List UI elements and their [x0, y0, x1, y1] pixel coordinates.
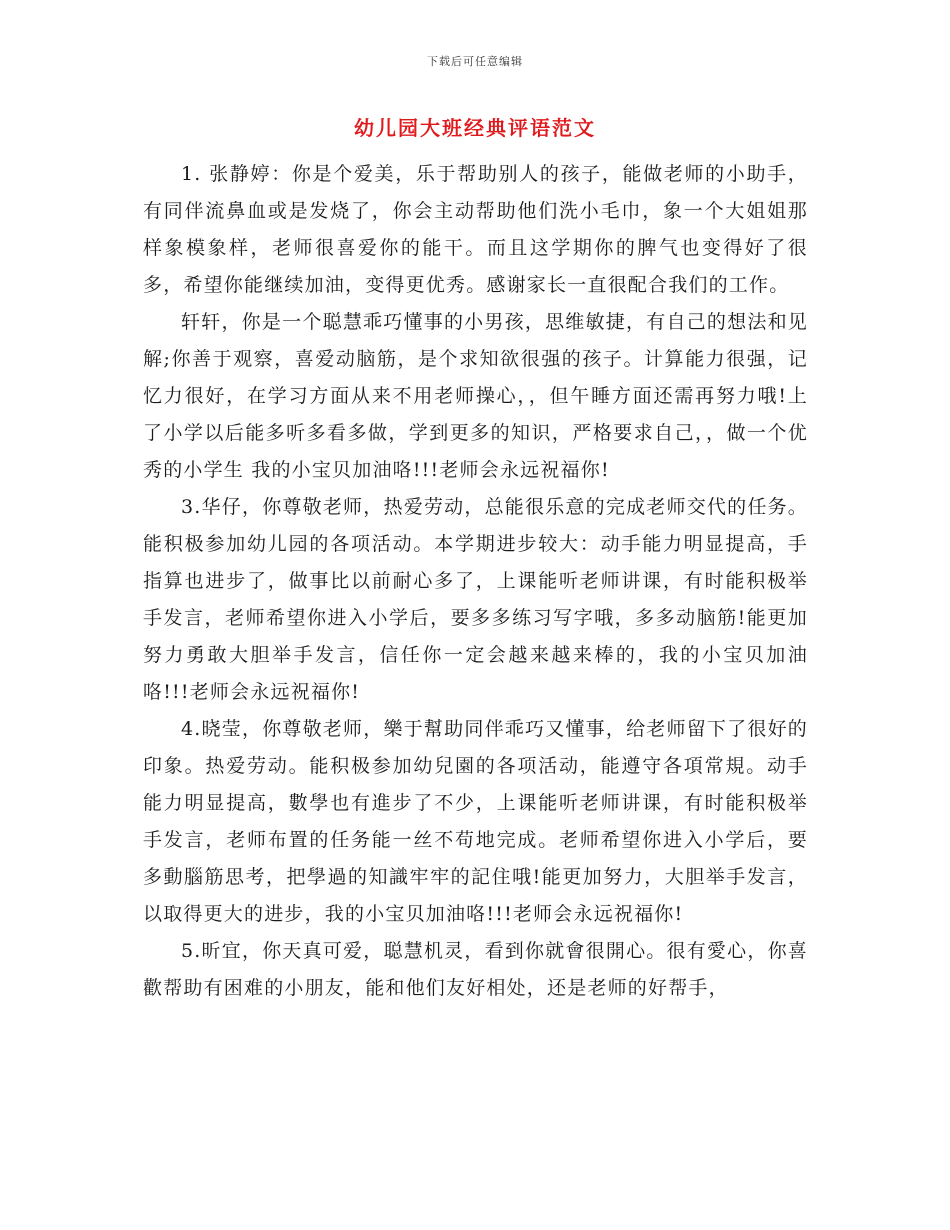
paragraph-1: 1. 张静婷：你是个爱美，乐于帮助别人的孩子，能做老师的小助手，有同伴流鼻血或是发烧了，你会主动帮助他们洗小毛巾，象一个大姐姐那样象模象样，老师很喜爱你的能干。而且这学期你的脾气也变得好了很多，希望你能继续加油，变得更优秀。感谢家长一直很配合我们的工作。 — [143, 163, 808, 296]
paragraph-4: 4.晓莹，你尊敬老师，樂于幫助同伴乖巧又懂事，给老师留下了很好的印象。热爱劳动。能积极参加幼兒園的各项活动，能遵守各項常規。动手能力明显提高，數學也有進步了不少，上课能听老师讲课，有时能积极举手发言，老师布置的任务能一丝不苟地完成。老师希望你进入小学后，要多動腦筋思考，把學過的知識牢牢的記住哦!能更加努力，大胆举手发言，以取得更大的进步，我的小宝贝加油咯!!!老师会永远祝福你! — [143, 718, 808, 925]
paragraph-3: 3.华仔，你尊敬老师，热爱劳动，总能很乐意的完成老师交代的任务。能积极参加幼儿园的各项活动。本学期进步较大：动手能力明显提高，手指算也进步了，做事比以前耐心多了，上课能听老师讲课，有时能积极举手发言，老师希望你进入小学后，要多多练习写字哦，多多动脑筋!能更加努力勇敢大胆举手发言，信任你一定会越来越来棒的，我的小宝贝加油咯!!!老师会永远祝福你! — [143, 496, 808, 703]
header-note: 下载后可任意编辑 — [427, 55, 523, 68]
document-title: 幼儿园大班经典评语范文 — [354, 116, 596, 140]
document-body — [143, 156, 808, 1007]
paragraph-2: 轩轩，你是一个聪慧乖巧懂事的小男孩，思维敏捷，有自己的想法和见解;你善于观察，喜爱动脑筋，是个求知欲很强的孩子。计算能力很强，记忆力很好，在学习方面从来不用老师操心，，但午睡方面还需再努力哦!上了小学以后能多听多看多做，学到更多的知识，严格要求自己，，做一个优秀的小学生 我的小宝贝加油咯!!!老师会永远祝福你! — [143, 311, 808, 481]
paragraph-5: 5.昕宜，你天真可爱，聪慧机灵，看到你就會很開心。很有愛心，你喜歡帮助有困难的小朋友，能和他们友好相处，还是老师的好帮手， — [143, 940, 808, 999]
